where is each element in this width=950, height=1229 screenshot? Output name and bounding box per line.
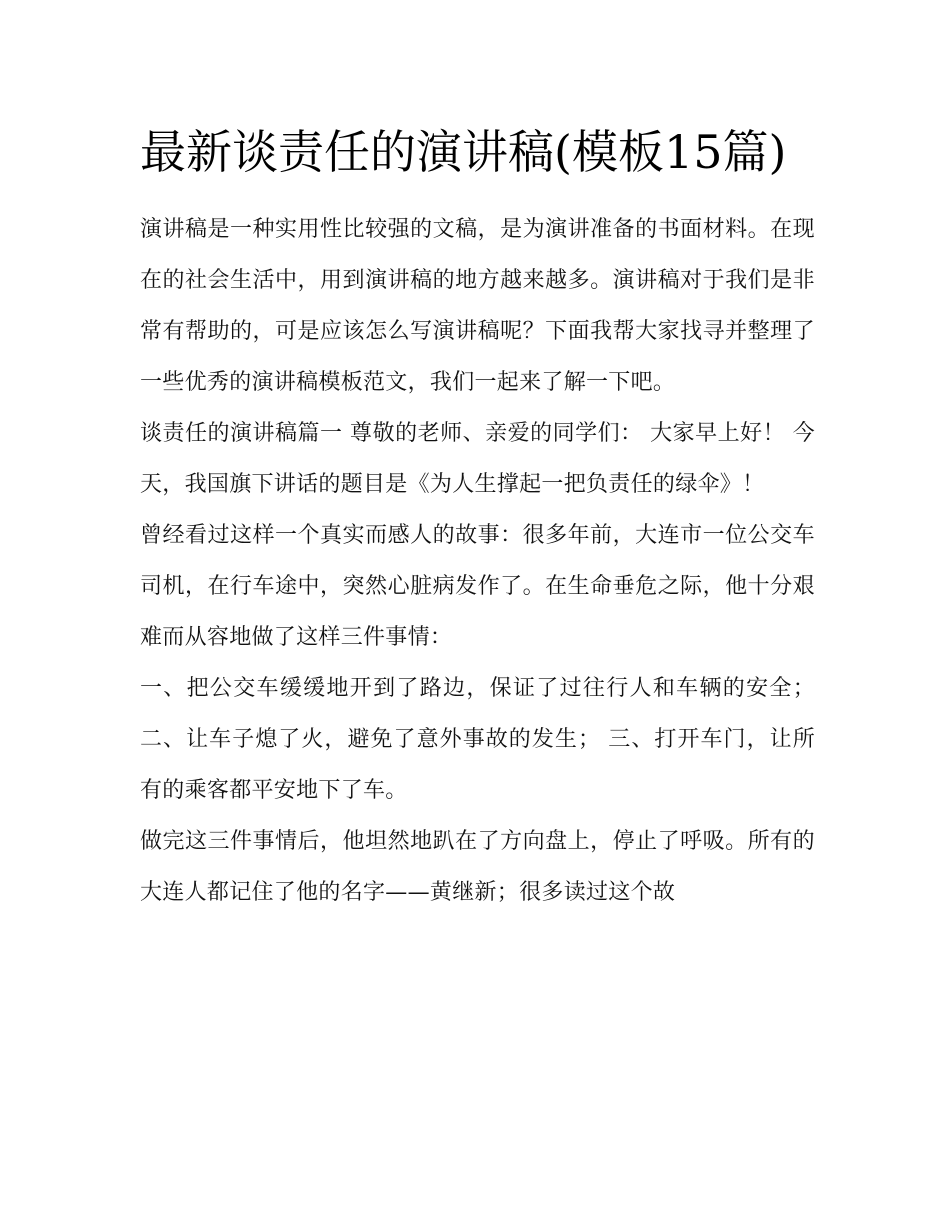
paragraph-intro: 演讲稿是一种实用性比较强的文稿，是为演讲准备的书面材料。在现在的社会生活中，用到演讲稿的地方越来越多。演讲稿对于我们是非常有帮助的，可是应该怎么写演讲稿呢？下面我帮大家找寻并整理了一些优秀的演讲稿模板范文，我们一起来了解一下吧。 — [140, 217, 815, 395]
paragraph-three-things: 一、把公交车缓缓地开到了路边，保证了过往行人和车辆的安全； 二、让车子熄了火，避免了意外事故的发生； 三、打开车门，让所有的乘客都平安地下了车。 — [140, 676, 815, 803]
paragraph-aftermath: 做完这三件事情后，他坦然地趴在了方向盘上，停止了呼吸。所有的大连人都记住了他的名字——黄继新；很多读过这个故 — [140, 829, 815, 905]
document-title: 最新谈责任的演讲稿(模板15篇) — [140, 125, 787, 179]
paragraph-greeting: 谈责任的演讲稿篇一 尊敬的老师、亲爱的同学们： 大家早上好！ 今天，我国旗下讲话的题目是《为人生撑起一把负责任的绿伞》！ — [140, 421, 815, 497]
paragraph-story: 曾经看过这样一个真实而感人的故事：很多年前，大连市一位公交车司机，在行车途中，突然心脏病发作了。在生命垂危之际，他十分艰难而从容地做了这样三件事情： — [140, 523, 815, 650]
document-body — [140, 112, 815, 918]
